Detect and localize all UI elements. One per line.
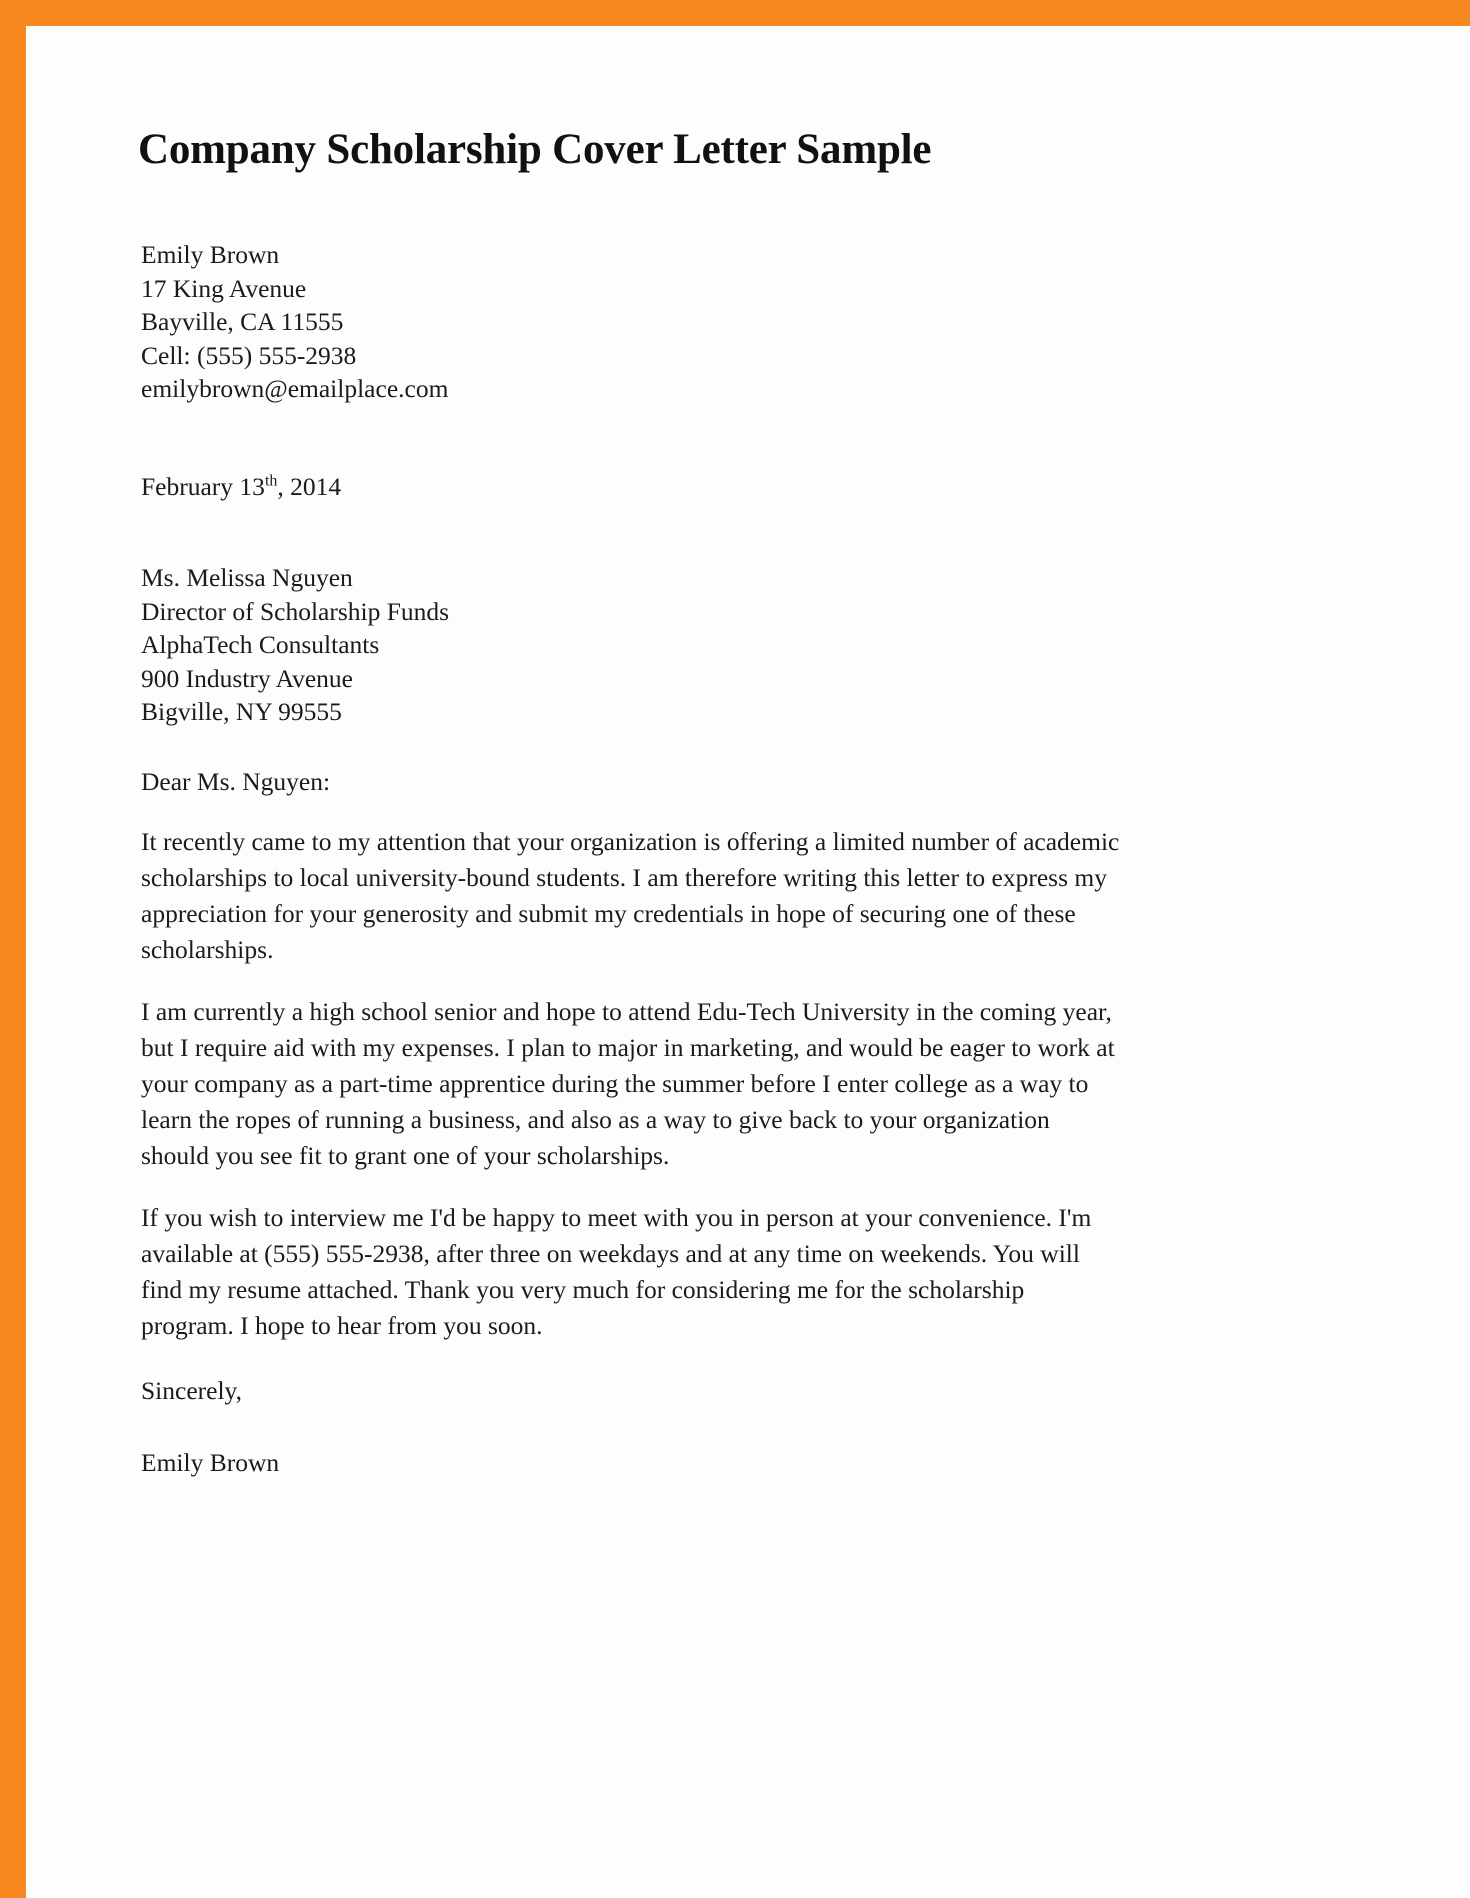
date-month-day: February 13: [141, 471, 265, 501]
recipient-street: 900 Industry Avenue: [141, 663, 353, 693]
page-title: Company Scholarship Cover Letter Sample: [138, 126, 932, 173]
date-ordinal-suffix: th: [264, 472, 278, 490]
sender-phone: Cell: (555) 555-2938: [141, 340, 357, 370]
sender-email: emilybrown@emailplace.com: [141, 374, 449, 404]
letter-date: [141, 470, 1131, 504]
letter-content: [131, 126, 1131, 1479]
letter-page: [26, 26, 1470, 1898]
recipient-job-title: Director of Scholarship Funds: [141, 596, 450, 626]
body-paragraph-3: If you wish to interview me I'd be happy to meet with you in person at your convenience. I'm available at (555) 555-2938, after three on weekdays and at any time on weekends. You will find my resume attached. Thank you very much for considering me for the scholarship program. I hope to hear from you soon.: [141, 1203, 1092, 1341]
recipient-company: AlphaTech Consultants: [141, 630, 380, 660]
signature-name: Emily Brown: [141, 1447, 280, 1477]
recipient-city-state-zip: Bigville, NY 99555: [141, 697, 342, 727]
sender-city-state-zip: Bayville, CA 11555: [141, 307, 344, 337]
body-paragraph-1: It recently came to my attention that your organization is offering a limited number of academic scholarships to local university-bound students. I am therefore writing this letter to express my appreciation for your generosity and submit my credentials in hope of securing one of these scholarships.: [141, 827, 1120, 965]
recipient-name: Ms. Melissa Nguyen: [141, 563, 353, 593]
salutation: Dear Ms. Nguyen:: [141, 766, 331, 796]
sender-name: Emily Brown: [141, 240, 280, 270]
sender-street: 17 King Avenue: [141, 273, 307, 303]
date-year: , 2014: [277, 471, 342, 501]
valediction: Sincerely,: [141, 1376, 243, 1406]
recipient-address-block: [141, 561, 1131, 729]
body-paragraph-2: I am currently a high school senior and hope to attend Edu-Tech University in the coming year, but I require aid with my expenses. I plan to major in marketing, and would be eager to work at your company as a part-time apprentice during the summer before I enter college as a way to learn the ropes of running a business, and also as a way to give back to your organization should you see fit to grant one of your scholarships.: [141, 997, 1115, 1171]
sender-address-block: [141, 238, 1131, 406]
